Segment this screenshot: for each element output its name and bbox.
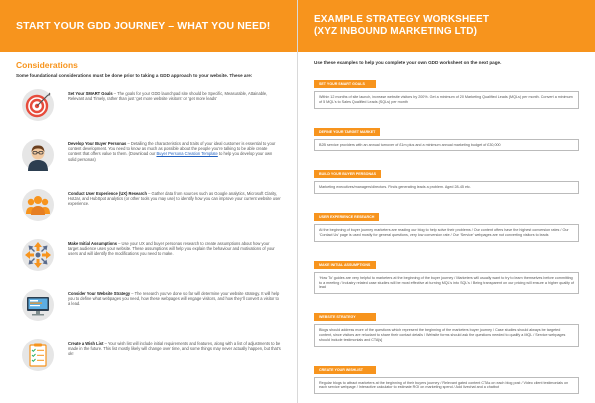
step-initial-assumptions <box>16 235 281 285</box>
worksheet-section-website-strategy <box>314 305 579 346</box>
left-page-title: START YOUR GDD JOURNEY – WHAT YOU NEED! <box>16 20 271 32</box>
step-description: – Gather data from sources such as Google analytics, Microsoft Clarity, HotJar, and HubSpot analytics (or other tools you may use) to identify how you can improve your current website user experience. <box>68 191 281 207</box>
step-wish-list-text <box>68 335 281 357</box>
right-page-title: EXAMPLE STRATEGY WORKSHEET <box>314 14 490 25</box>
worksheet-section-body: ‘How To’ guides are very helpful to marketers at the beginning of the buyer journey / Marketers will usually want to try to learn themselves before committing to a meeting / Industry related case studies will be most effective at turning MQL’s into SQL’s / Being transparent on our pricing will ensure a higher quality of lead <box>314 272 579 294</box>
worksheet-section-body: B2B service providers with an annual turnover of £1m plus and a minimum annual marketing budget of £30,000 <box>314 139 579 152</box>
right-content <box>298 52 595 394</box>
step-ux-research <box>16 185 281 235</box>
right-banner <box>298 0 595 52</box>
worksheet-section-body: Within 12 months of site launch, increase website visitors by 200%. Get a minimum of 20 Marketing Qualified Leads (MQLs) per month. Convert a minimum of 5 MQL’s to Sales Qualified Leads (SQLs) per month <box>314 91 579 109</box>
step-description: – The goals for your GDD launchpad site should be Specific, Measurable, Attainable, Relevant and Timely, rather than just ‘get more website visitors’ or ‘get more leads’ <box>68 91 268 102</box>
worksheet-section-body: Regular blogs to attract marketers at the beginning of their buyers journey / Relevant gated content CTAs on each blog post / Video client testimonials on each service webpage / Interactive calculator to estimate ROI on marketing spend / Add livechat and a chatbot <box>314 377 579 395</box>
worksheet-section-header: USER EXPERIENCE RESEARCH <box>314 213 379 221</box>
users-icon <box>22 189 54 221</box>
arrows-icon <box>22 239 54 271</box>
step-description: – Detailing the characteristics and traits of your ideal customer is essential to your content development. You need to know as much as possible about the people you’re talking to be able create content that offers value to them. (Download our <box>68 141 276 157</box>
monitor-icon <box>22 289 54 321</box>
step-website-strategy <box>16 285 281 335</box>
worksheet-section-header: WEBSITE STRATEGY <box>314 313 376 321</box>
worksheet-section-header: MAKE INITIAL ASSUMPTIONS <box>314 261 376 269</box>
step-title: Set Your SMART Goals <box>68 91 113 96</box>
worksheet-section-smart-goals <box>314 72 579 109</box>
worksheet-section-body: Marketing executives/managers/directors. Finds generating leads a problem. Aged 28-45 etc. <box>314 181 579 194</box>
worksheet-section-header: SET YOUR SMART GOALS <box>314 80 376 88</box>
step-website-strategy-text <box>68 285 281 307</box>
worksheet-intro: Use these examples to help you complete your own GDD worksheet on the next page. <box>314 60 502 65</box>
step-title: Consider Your Website Strategy <box>68 291 131 296</box>
worksheet-section-buyer-personas <box>314 162 579 194</box>
worksheet-section-body: Blogs should address more of the questions which represent the beginning of the marketers buyer journey / Case studies should always be targeted content, since visitors are reluctant to share their contact details / Website forms should ask the questions needed to qualify a MQL / Service webpages should include testimonials and CTA[s] <box>314 324 579 346</box>
considerations-intro: Some foundational considerations must be done prior to taking a GDD approach to your website. These are: <box>16 73 253 78</box>
persona-icon <box>22 139 54 171</box>
right-page-subtitle: (XYZ INBOUND MARKETING LTD) <box>314 26 478 37</box>
step-description: – Use your UX and buyer personas research to create assumptions about how your target audience uses your website. These assumptions will help you explain the behaviour and motivations of your users and will identify the modifications you need to make. <box>68 241 275 257</box>
step-ux-research-text <box>68 185 281 207</box>
left-banner <box>0 0 297 52</box>
step-title: Make Initial Assumptions <box>68 241 117 246</box>
step-title: Develop Your Buyer Personas <box>68 141 127 146</box>
step-smart-goals-text <box>68 85 281 101</box>
target-icon <box>22 89 54 121</box>
worksheet-section-body: At the beginning of buyer journey marketers are reading our blog to help solve their problems / Our content offers have the highest conversion rates / Our ‘Contact Us’ page is used mostly for general questions, very low conversion rate / Our ‘Service’ webpages are not converting visitors to leads <box>314 224 579 242</box>
step-wish-list <box>16 335 281 385</box>
buyer-persona-template-link[interactable]: Buyer Persona Creation Template <box>156 151 218 157</box>
step-buyer-personas <box>16 135 281 185</box>
worksheet-section-target-market <box>314 120 579 152</box>
worksheet-section-header: DEFINE YOUR TARGET MARKET <box>314 128 380 136</box>
worksheet-section-header: CREATE YOUR WISHLIST <box>314 366 376 374</box>
step-description: – Your wish list will include initial requirements and features, along with a list of adjustments to be made in the future. This list mostly likely will change over time, and some things may never actually happen, but that’s ok! <box>68 341 281 357</box>
considerations-heading: Considerations <box>16 60 78 70</box>
left-page <box>0 0 297 403</box>
worksheet-section-header: BUILD YOUR BUYER PERSONAS <box>314 170 381 178</box>
step-buyer-personas-text <box>68 135 281 162</box>
worksheet-section-initial-assumptions <box>314 253 579 294</box>
step-initial-assumptions-text <box>68 235 281 257</box>
right-page <box>298 0 595 403</box>
worksheet-section-ux-research <box>314 205 579 242</box>
step-smart-goals <box>16 85 281 135</box>
step-title: Conduct User Experience (UX) Research <box>68 191 147 196</box>
step-description: – The research you’ve done so far will determine your website strategy. It will help you to define what webpages you need, how these webpages will engage visitors, and how they’ll convert a visitor to a lead. <box>68 291 280 307</box>
checklist-icon <box>22 339 54 371</box>
step-title: Create a Wish List <box>68 341 104 346</box>
left-content <box>0 52 297 385</box>
worksheet-section-wishlist <box>314 358 579 395</box>
step-description-end: to help you develop your own solid personas) <box>68 151 273 162</box>
